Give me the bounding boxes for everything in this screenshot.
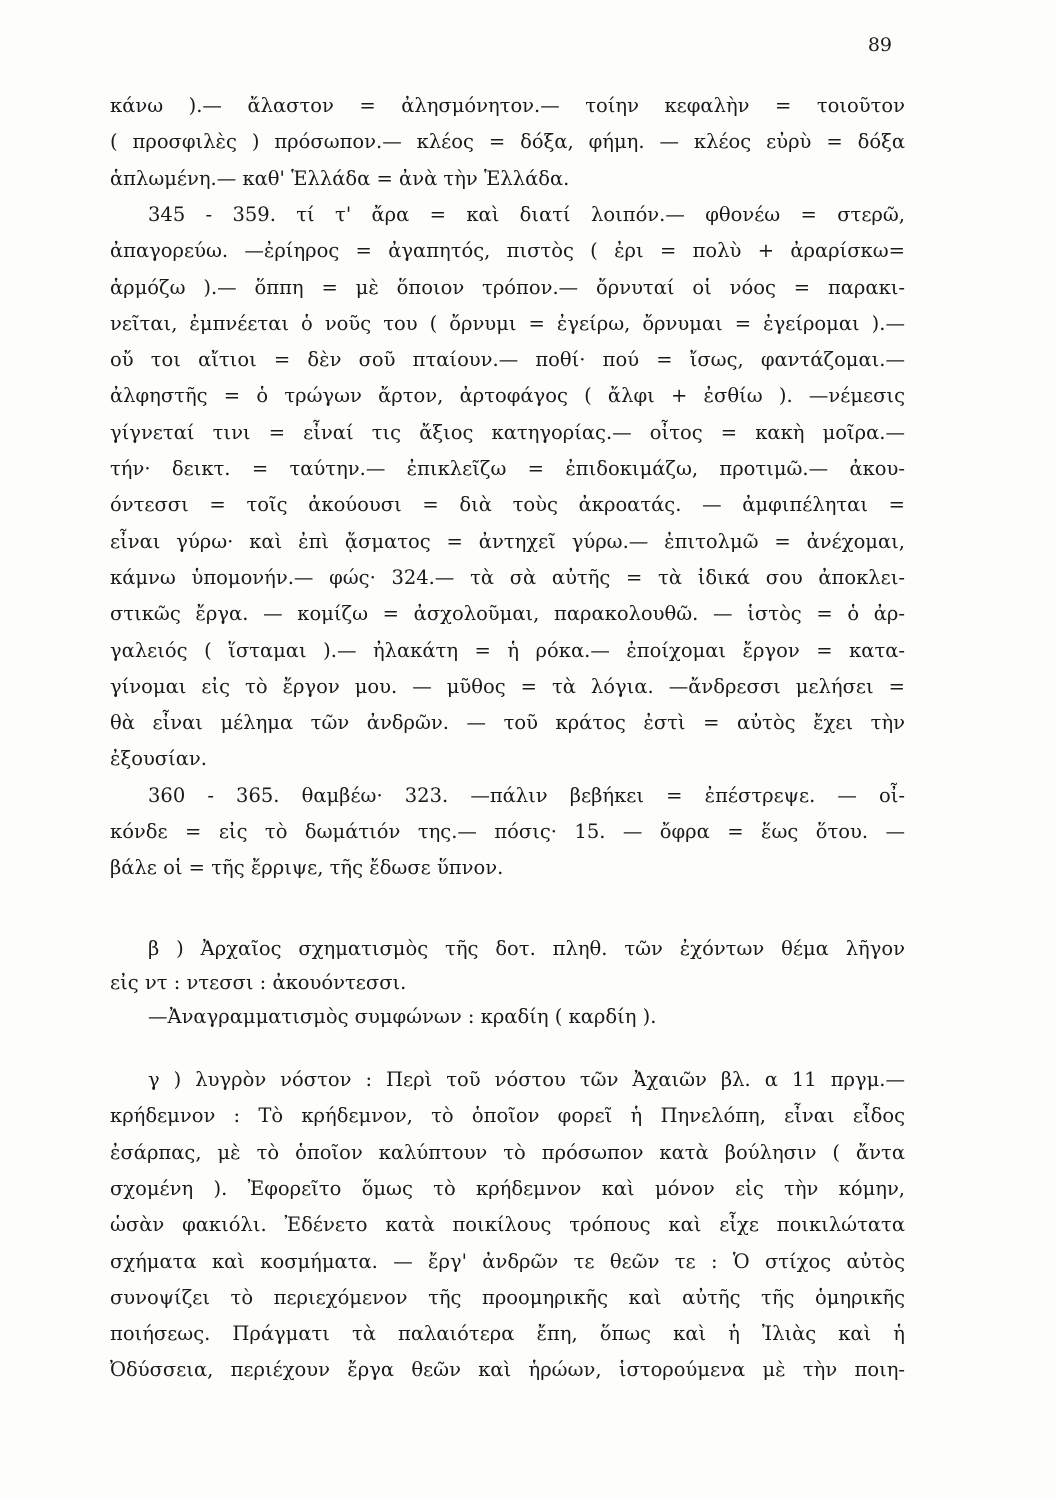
- text-line: κάνω ).— ἄλαστον = ἀλησμόνητον.— τοίην κεφαλὴν = τοιοῦτον: [110, 94, 905, 117]
- text-line: κρήδεμνον : Τὸ κρήδεμνον, τὸ ὁποῖον φορεῖ ἡ Πηνελόπη, εἶναι εἶδος: [110, 1104, 905, 1128]
- text-line: ἀλφηστῆς = ὁ τρώγων ἄρτον, ἀρτοφάγος ( ἄλφι + ἐσθίω ). —νέμεσις: [110, 384, 905, 408]
- text-line: τήν· δεικτ. = ταύτην.— ἐπικλεῖζω = ἐπιδοκιμάζω, προτιμῶ.— ἀκου-: [110, 457, 905, 480]
- text-line: ἁρμόζω ).— ὅππη = μὲ ὅποιον τρόπον.— ὄρνυταί οἱ νόος = παρακι-: [110, 275, 905, 299]
- text-line: —Ἀναγραμματισμὸς συμφώνων : κραδίη ( καρδίη ).: [148, 1005, 657, 1028]
- text-line: εἰς ντ : ντεσσι : ἀκουόντεσσι.: [110, 971, 407, 994]
- text-line: ( προσφιλὲς ) πρόσωπον.— κλέος = δόξα, φήμη. — κλέος εὐρὺ = δόξα: [110, 130, 905, 154]
- text-line: σχήματα καὶ κοσμήματα. — ἔργ' ἀνδρῶν τε θεῶν τε : Ὁ στίχος αὐτὸς: [110, 1249, 905, 1273]
- text-line: εἶναι γύρω· καὶ ἐπὶ ᾄσματος = ἀντηχεῖ γύρω.— ἐπιτολμῶ = ἀνέχομαι,: [110, 529, 905, 553]
- text-line: ἐξουσίαν.: [110, 747, 207, 771]
- text-line: Ὀδύσσεια, περιέχουν ἔργα θεῶν καὶ ἡρώων, ἱστορούμενα μὲ τὴν ποιη-: [110, 1358, 905, 1382]
- text-line: κόνδε = εἰς τὸ δωμάτιόν της.— πόσις· 15. — ὄφρα = ἕως ὅτου. —: [110, 820, 905, 843]
- text-line: βάλε οἱ = τῆς ἔρριψε, τῆς ἔδωσε ὕπνον.: [110, 856, 504, 880]
- text-line: νεῖται, ἐμπνέεται ὁ νοῦς του ( ὄρνυμι = ἐγείρω, ὄρνυμαι = ἐγείρομαι ).—: [110, 311, 905, 335]
- text-line: γίγνεταί τινι = εἶναί τις ἄξιος κατηγορίας.— οἶτος = κακὴ μοῖρα.—: [110, 420, 905, 444]
- text-line: ὡσὰν φακιόλι. Ἐδένετο κατὰ ποικίλους τρόπους καὶ εἶχε ποικιλώτατα: [110, 1213, 905, 1237]
- text-line: συνοψίζει τὸ περιεχόμενον τῆς προομηρικῆς καὶ αὐτῆς τῆς ὁμηρικῆς: [110, 1285, 905, 1309]
- text-line: ἐσάρπας, μὲ τὸ ὁποῖον καλύπτουν τὸ πρόσωπον κατὰ βούλησιν ( ἄντα: [110, 1140, 905, 1164]
- text-line: 360 - 365. θαμβέω· 323. —πάλιν βεβήκει = ἐπέστρεψε. — οἶ-: [148, 783, 905, 807]
- text-line: κάμνω ὑπομονήν.— φώς· 324.— τὰ σὰ αὐτῆς = τὰ ἰδικά σου ἀποκλει-: [110, 565, 905, 589]
- text-line: ἀπαγορεύω. —ἐρίηρος = ἀγαπητός, πιστὸς ( ἐρι = πολὺ + ἀραρίσκω=: [110, 239, 905, 263]
- text-line: γαλειός ( ἵσταμαι ).— ἠλακάτη = ἡ ρόκα.— ἐποίχομαι ἔργον = κατα-: [110, 638, 905, 662]
- text-line: γίνομαι εἰς τὸ ἔργον μου. — μῦθος = τὰ λόγια. —ἄνδρεσσι μελήσει =: [110, 674, 905, 698]
- text-line: ποιήσεως. Πράγματι τὰ παλαιότερα ἔπη, ὅπως καὶ ἡ Ἰλιὰς καὶ ἡ: [110, 1322, 905, 1346]
- text-line: γ ) λυγρὸν νόστον : Περὶ τοῦ νόστου τῶν Ἀχαιῶν βλ. α 11 πργμ.—: [148, 1068, 905, 1091]
- text-line: θὰ εἶναι μέλημα τῶν ἀνδρῶν. — τοῦ κράτος ἐστὶ = αὐτὸς ἔχει τὴν: [110, 711, 905, 735]
- text-line: όντεσσι = τοῖς ἀκούουσι = διὰ τοὺς ἀκροατάς. — ἀμφιπέληται =: [110, 493, 905, 517]
- text-line: β ) Ἀρχαῖος σχηματισμὸς τῆς δοτ. πληθ. τῶν ἐχόντων θέμα λῆγον: [148, 937, 905, 960]
- text-line: σχομένη ). Ἐφορεῖτο ὅμως τὸ κρήδεμνον καὶ μόνον εἰς τὴν κόμην,: [110, 1176, 905, 1200]
- text-line: ἁπλωμένη.— καθ' Ἑλλάδα = ἀνὰ τὴν Ἑλλάδα.: [110, 166, 570, 190]
- text-line: 345 - 359. τί τ' ἄρα = καὶ διατί λοιπόν.— φθονέω = στερῶ,: [148, 202, 905, 226]
- page-number: 89: [867, 34, 892, 56]
- text-line: οὔ τοι αἴτιοι = δὲν σοῦ πταίουν.— ποθί· πού = ἴσως, φαντάζομαι.—: [110, 348, 905, 372]
- text-line: στικῶς ἔργα. — κομίζω = ἀσχολοῦμαι, παρακολουθῶ. — ἱστὸς = ὁ ἀρ-: [110, 602, 905, 626]
